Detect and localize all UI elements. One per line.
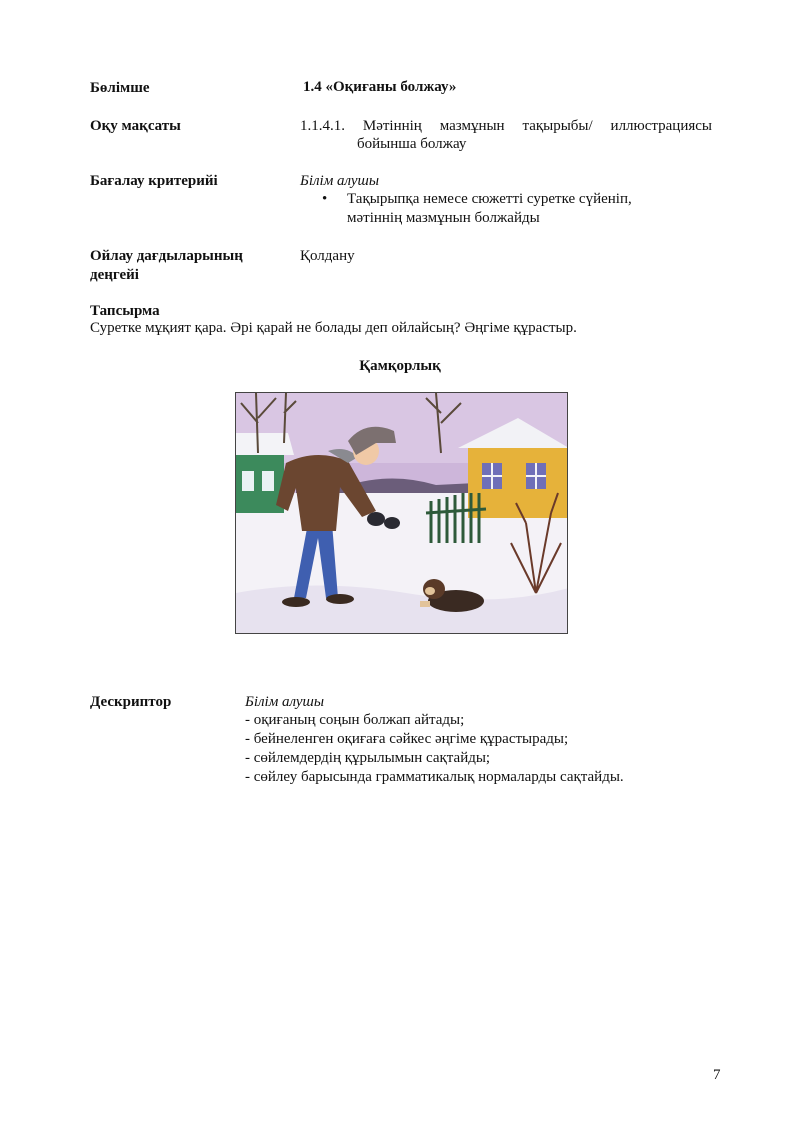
descriptor-item: - сөйлеу барысында грамматикалық нормаларды сақтайды.	[245, 769, 624, 785]
thinking-label-line2: деңгейі	[90, 267, 139, 283]
goal-label: Оқу мақсаты	[90, 118, 181, 134]
task-text: Суретке мұқият қара. Әрі қарай не болады деп ойлайсың? Әңгіме құрастыр.	[90, 320, 577, 336]
thinking-label	[90, 247, 280, 285]
bullet-icon: •	[322, 191, 328, 207]
criteria-item	[300, 190, 720, 228]
criteria-subject: Білім алушы	[300, 173, 380, 189]
descriptor-item: - бейнеленген оқиғаға сәйкес әңгіме құрастырады;	[245, 731, 569, 747]
descriptor-subject: Білім алушы	[245, 694, 325, 710]
descriptor-item: - сөйлемдердің құрылымын сақтайды;	[245, 750, 491, 766]
criteria-label: Бағалау критерийі	[90, 173, 218, 189]
goal-value-line2: бойынша болжау	[357, 136, 467, 152]
section-value: 1.4 «Оқиғаны болжау»	[303, 79, 457, 95]
thinking-value: Қолдану	[300, 248, 355, 264]
goal-value-line1: 1.1.4.1. Мәтіннің мазмұнын тақырыбы/ иллюстрациясы	[300, 118, 712, 134]
page-number: 7	[713, 1067, 721, 1083]
thinking-label-line1: Ойлау дағдыларының	[90, 248, 243, 264]
story-title: Қамқорлық	[359, 358, 441, 374]
criteria-item-line1: Тақырыпқа немесе сюжетті суретке сүйеніп,	[347, 191, 632, 207]
criteria-list	[300, 190, 720, 228]
winter-boy-and-puppy-illustration	[235, 392, 568, 634]
descriptor-item: - оқиғаның соңын болжап айтады;	[245, 712, 465, 728]
descriptor-label: Дескриптор	[90, 694, 172, 710]
criteria-item-line2: мәтіннің мазмұнын болжайды	[347, 210, 540, 226]
section-label: Бөлімше	[90, 80, 150, 96]
illustration-svg	[236, 393, 568, 634]
descriptor-list	[245, 711, 715, 787]
task-title: Тапсырма	[90, 303, 160, 319]
